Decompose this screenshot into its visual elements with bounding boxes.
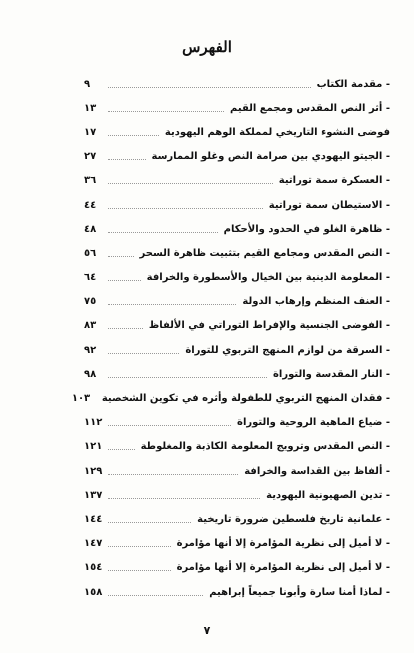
toc-entry-page: ٥٦ — [84, 247, 97, 259]
toc-entry — [84, 314, 390, 338]
page-title: الفهرس — [182, 38, 232, 56]
toc-leader-dots — [108, 522, 191, 523]
toc-leader-dots — [108, 570, 171, 571]
toc-entry-page: ٣٦ — [84, 175, 97, 187]
toc-entry-title: - تدين الصهيونية اليهودية — [262, 490, 390, 501]
toc-entry-page: ٨٣ — [84, 320, 97, 332]
toc-entry-title: - الاستيطان سمة توراتية — [265, 200, 390, 211]
toc-leader-dots — [108, 159, 146, 160]
toc-leader-dots — [108, 353, 179, 354]
toc-entry-title: - المعلومة الدينية بين الخيال والأسطورة والخرافة — [143, 272, 390, 283]
toc-entry-title: - العنف المنظم وإرهاب الدولة — [238, 296, 390, 307]
toc-entry-page: ٩٢ — [84, 344, 97, 356]
toc-entry-page: ١١٢ — [84, 417, 103, 429]
toc-leader-dots — [108, 425, 231, 426]
toc-leader-dots — [108, 474, 238, 475]
toc-entry-title: - لا أميل إلى نظرية المؤامرة إلا أنها مؤامرة — [173, 538, 390, 549]
toc-leader-dots — [108, 546, 171, 547]
toc-entry — [84, 290, 390, 314]
toc-entry — [84, 266, 390, 290]
toc-entry-page: ٩ — [84, 78, 91, 90]
toc-entry-page: ٤٤ — [84, 199, 97, 211]
toc-entry-page: ١٠٣ — [71, 393, 91, 405]
toc-entry-title: - السرقة من لوازم المنهج التربوي للتوراة — [181, 345, 390, 356]
toc-entry-page: ١٣٧ — [84, 489, 103, 501]
toc-entry-page: ١٧ — [84, 126, 97, 138]
table-of-contents — [71, 72, 390, 604]
toc-entry-title: - الفوضى الجنسية والإفراط التوراتي في الألفاظ — [145, 320, 390, 331]
toc-entry-title: - النص المقدس ومجامع القيم بتثبيت ظاهرة السحر — [136, 248, 390, 259]
toc-entry-page: ٤٨ — [84, 223, 97, 235]
toc-entry-title: - لماذا أمنا سارة وأبونا جميعاً إبراهيم — [205, 587, 390, 598]
toc-entry — [84, 241, 390, 265]
toc-entry-title: - علمانية تاريخ فلسطين ضرورة تاريخية — [193, 514, 390, 525]
toc-entry-title: - ألفاظ بين القداسة والخرافة — [240, 466, 390, 477]
toc-entry — [84, 556, 390, 580]
toc-entry-title: - فقدان المنهج التربوي للطفولة وأثره في تكوين الشخصية — [98, 393, 390, 404]
toc-entry — [84, 580, 390, 604]
toc-entry-title: - النص المقدس وترويج المعلومة الكاذبة والمغلوطة — [137, 441, 390, 452]
toc-entry-page: ٦٤ — [84, 272, 97, 284]
toc-entry — [84, 217, 390, 241]
toc-entry-title: - الجيتو اليهودي بين صرامة النص وغلو الممارسة — [148, 151, 391, 162]
toc-entry-page: ١٢٩ — [84, 465, 103, 477]
toc-entry — [84, 169, 390, 193]
toc-entry — [84, 362, 390, 386]
toc-entry-title: - ضياع الماهية الروحية والتوراة — [233, 417, 390, 428]
toc-leader-dots — [108, 595, 203, 596]
toc-entry — [84, 338, 390, 362]
toc-entry-page: ١٥٤ — [84, 562, 103, 574]
toc-entry — [84, 507, 390, 531]
toc-entry-page: ١٣ — [84, 102, 97, 114]
toc-leader-dots — [108, 280, 141, 281]
toc-entry — [84, 72, 390, 96]
toc-entry-page: ١٤٧ — [84, 538, 103, 550]
toc-leader-dots — [108, 111, 224, 112]
toc-leader-dots — [108, 183, 273, 184]
toc-entry-page: ١٤٤ — [84, 513, 103, 525]
toc-entry-title: - العسكرة سمة توراتية — [275, 175, 390, 186]
toc-leader-dots — [108, 328, 143, 329]
toc-entry — [84, 145, 390, 169]
toc-entry — [84, 96, 390, 120]
toc-entry — [84, 120, 390, 144]
toc-leader-dots — [108, 208, 263, 209]
toc-entry-page: ٧٥ — [84, 296, 97, 308]
toc-entry-page: ١٢١ — [84, 441, 103, 453]
toc-leader-dots — [108, 232, 218, 233]
toc-entry-title: - ظاهرة الغلو في الحدود والأحكام — [220, 224, 390, 235]
toc-leader-dots — [108, 135, 159, 136]
toc-entry-title: - لا أميل إلى نظرية المؤامرة إلا أنها مؤامرة — [173, 562, 390, 573]
toc-entry — [84, 435, 390, 459]
toc-entry-page: ٩٨ — [84, 368, 97, 380]
toc-entry-title: - النار المقدسة والتوراة — [269, 369, 390, 380]
toc-leader-dots — [108, 87, 311, 88]
toc-entry-title: - مقدمة الكتاب — [313, 79, 390, 90]
toc-entry — [84, 459, 390, 483]
toc-leader-dots — [108, 449, 135, 450]
toc-entry — [84, 411, 390, 435]
toc-leader-dots — [108, 256, 134, 257]
toc-entry — [84, 193, 390, 217]
toc-entry-title: - أثر النص المقدس ومجمع القيم — [226, 103, 390, 114]
toc-leader-dots — [108, 498, 260, 499]
toc-leader-dots — [108, 377, 267, 378]
toc-leader-dots — [108, 304, 236, 305]
toc-entry-title: فوضى النشوء التاريخي لمملكة الوهم اليهودية — [161, 127, 390, 138]
toc-entry-page: ١٥٨ — [84, 586, 103, 598]
toc-entry-page: ٢٧ — [84, 151, 97, 163]
toc-entry — [84, 483, 390, 507]
toc-entry — [84, 532, 390, 556]
page-number: ٧ — [203, 624, 211, 637]
toc-entry — [71, 386, 390, 410]
